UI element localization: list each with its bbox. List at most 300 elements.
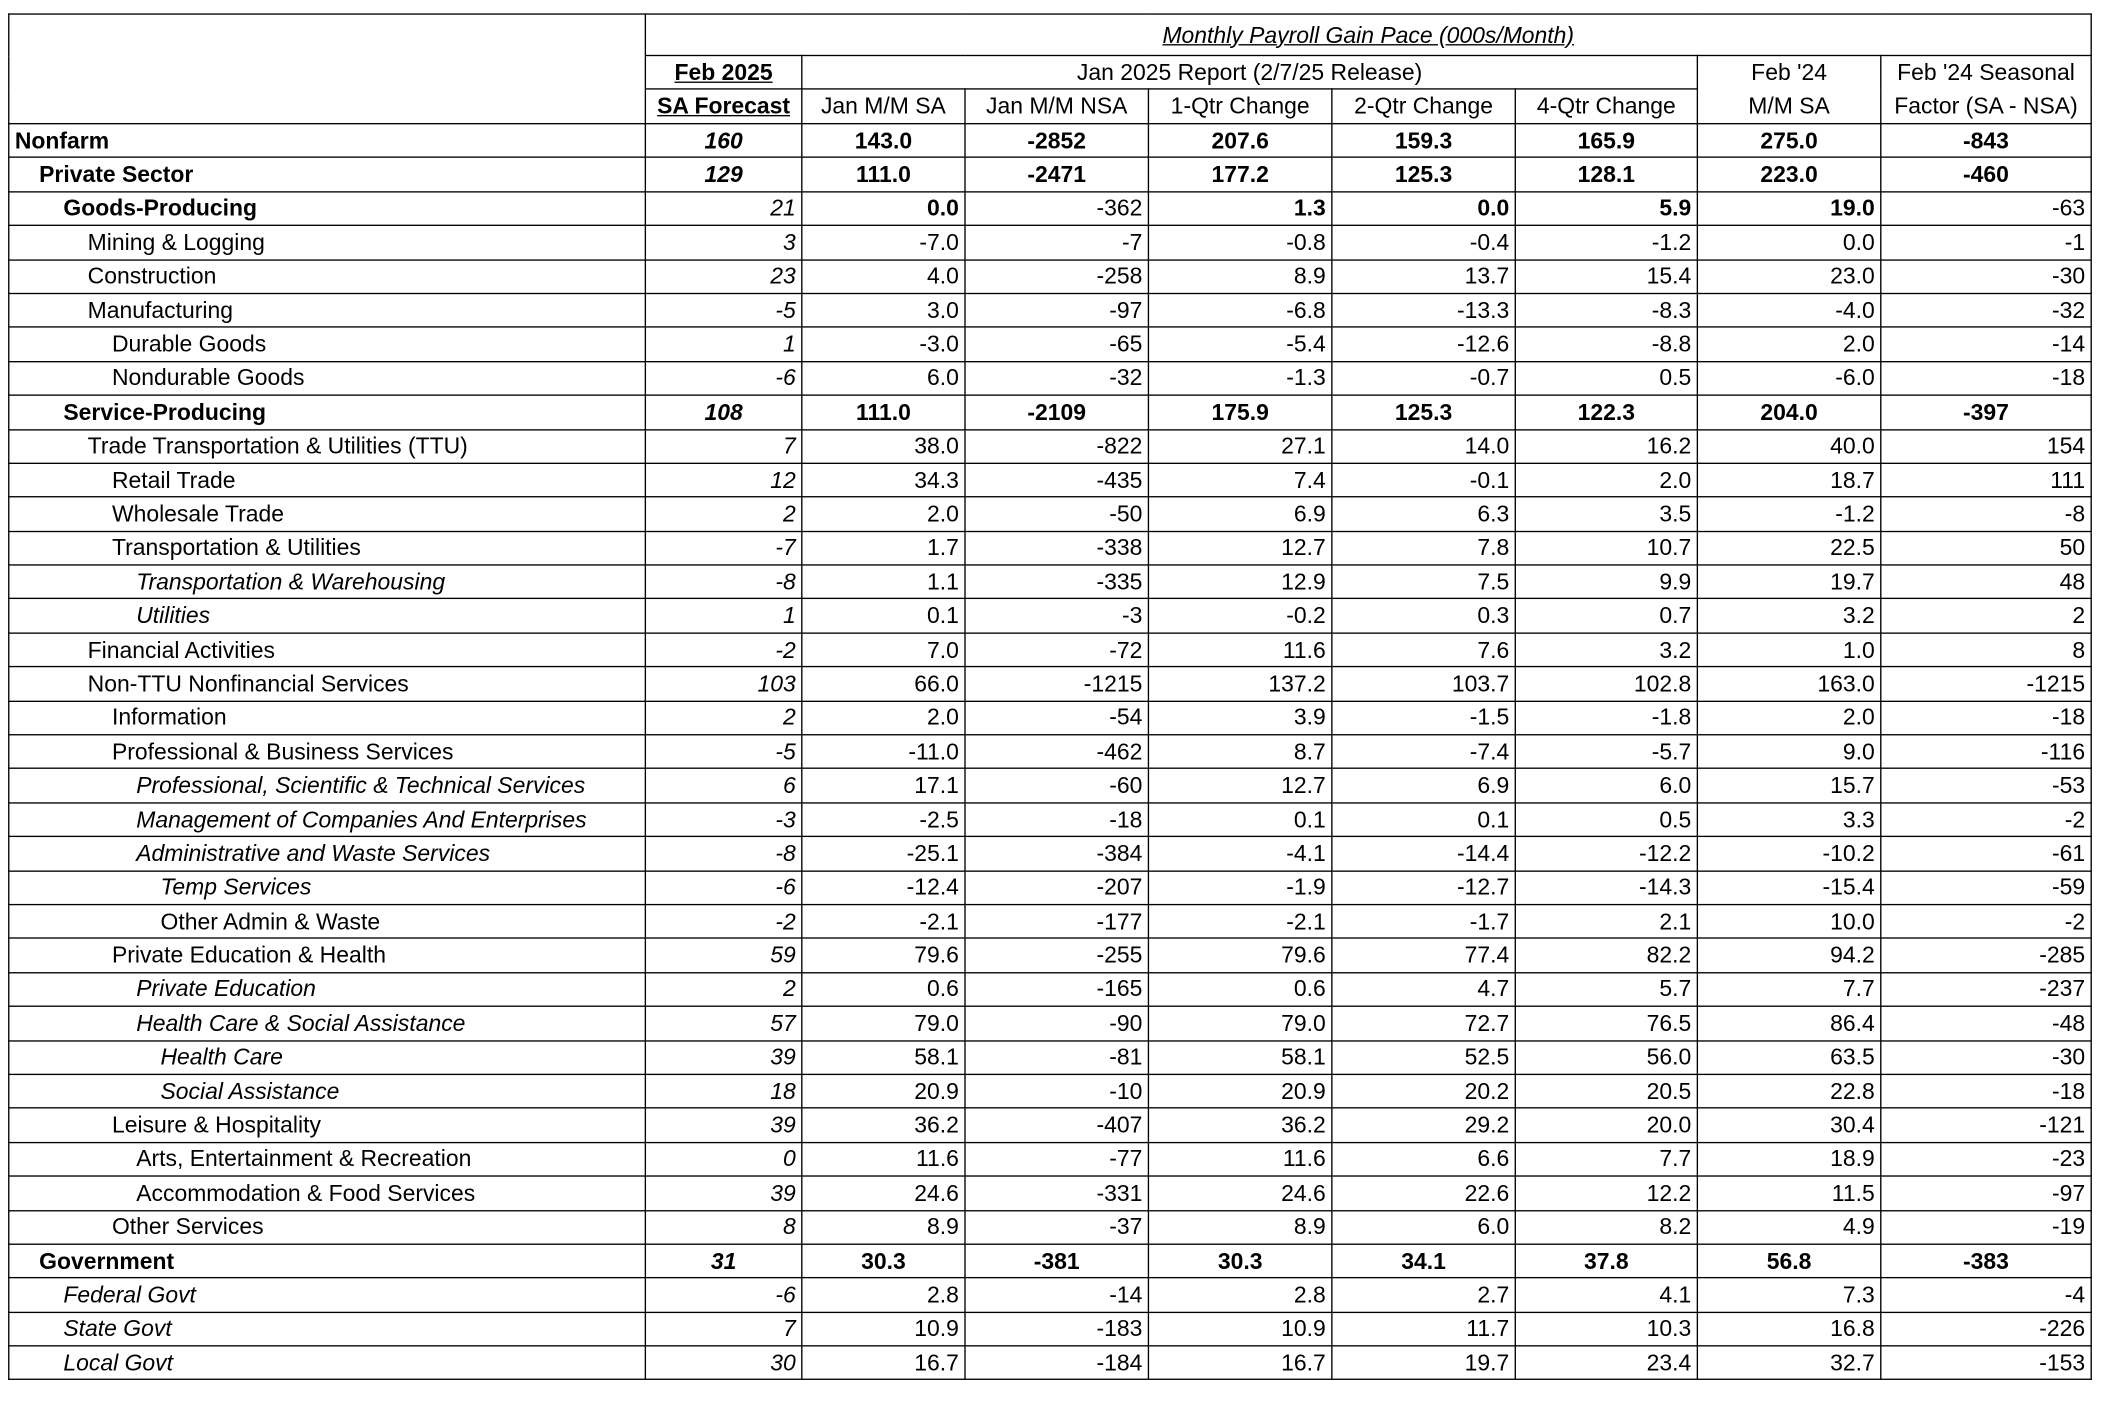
table-row [9,361,2091,395]
cell-feb-forecast: -5 [645,735,801,769]
cell-feb24-mm-sa: 23.0 [1697,259,1880,293]
feb24-header-line1: Feb '24 [1697,55,1880,88]
row-label: Trade Transportation & Utilities (TTU) [9,429,646,463]
row-label: Information [9,701,646,735]
cell-jan-mm-sa: 0.0 [802,192,965,226]
row-label: Wholesale Trade [9,497,646,531]
cell-1qtr-change: 20.9 [1148,1074,1331,1108]
cell-1qtr-change: 79.6 [1148,939,1331,973]
cell-feb24-mm-sa: -1.2 [1697,497,1880,531]
cell-2qtr-change: 7.8 [1332,531,1515,565]
cell-feb24-mm-sa: 22.8 [1697,1074,1880,1108]
cell-2qtr-change: 6.0 [1332,1210,1515,1244]
table-row [9,226,2091,260]
cell-feb24-seasonal: 154 [1881,429,2091,463]
cell-jan-mm-sa: 2.0 [802,497,965,531]
cell-feb24-mm-sa: 0.0 [1697,226,1880,260]
seasonal-header-line2: Factor (SA - NSA) [1881,89,2091,124]
row-label: Administrative and Waste Services [9,837,646,871]
table-row [9,192,2091,226]
cell-feb24-mm-sa: -10.2 [1697,837,1880,871]
cell-4qtr-change: 6.0 [1515,769,1697,803]
forecast-header-text: SA Forecast [657,93,791,120]
table-row [9,1108,2091,1142]
cell-feb-forecast: 57 [645,1006,801,1040]
table-row [9,565,2091,599]
cell-4qtr-change: 3.5 [1515,497,1697,531]
cell-4qtr-change: 128.1 [1515,158,1697,192]
cell-1qtr-change: -6.8 [1148,293,1331,327]
cell-jan-mm-nsa: -435 [965,463,1148,497]
cell-2qtr-change: 22.6 [1332,1176,1515,1210]
col-header-1qtr: 1-Qtr Change [1148,89,1331,124]
cell-jan-mm-nsa: -14 [965,1278,1148,1312]
row-label: Private Education & Health [9,939,646,973]
cell-feb24-seasonal: -59 [1881,871,2091,905]
forecast-header-line2 [645,89,801,124]
cell-feb24-seasonal: -285 [1881,939,2091,973]
cell-4qtr-change: 3.2 [1515,633,1697,667]
cell-1qtr-change: 8.7 [1148,735,1331,769]
forecast-header-line1 [645,55,801,88]
row-label: Transportation & Warehousing [9,565,646,599]
cell-jan-mm-nsa: -81 [965,1040,1148,1074]
cell-4qtr-change: 4.1 [1515,1278,1697,1312]
cell-2qtr-change: -14.4 [1332,837,1515,871]
cell-feb24-seasonal: -30 [1881,259,2091,293]
table-row [9,259,2091,293]
cell-2qtr-change: 4.7 [1332,972,1515,1006]
cell-feb24-seasonal: -14 [1881,327,2091,361]
cell-jan-mm-nsa: -18 [965,803,1148,837]
cell-4qtr-change: 10.3 [1515,1312,1697,1346]
row-label: Financial Activities [9,633,646,667]
cell-feb24-mm-sa: 94.2 [1697,939,1880,973]
table-row [9,531,2091,565]
cell-2qtr-change: -0.1 [1332,463,1515,497]
cell-feb24-mm-sa: 18.9 [1697,1142,1880,1176]
row-label: Other Admin & Waste [9,905,646,939]
cell-jan-mm-sa: -7.0 [802,226,965,260]
table-row [9,1006,2091,1040]
cell-feb24-seasonal: -18 [1881,701,2091,735]
seasonal-header-line1: Feb '24 Seasonal [1881,55,2091,88]
cell-1qtr-change: 58.1 [1148,1040,1331,1074]
cell-2qtr-change: 72.7 [1332,1006,1515,1040]
cell-feb24-seasonal: -2 [1881,905,2091,939]
super-title-text: Monthly Payroll Gain Pace (000s/Month) [1162,22,1575,48]
cell-feb-forecast: 129 [645,158,801,192]
cell-feb24-mm-sa: 7.7 [1697,972,1880,1006]
table-row [9,1074,2091,1108]
table-row [9,1040,2091,1074]
cell-feb-forecast: -2 [645,905,801,939]
cell-jan-mm-sa: 10.9 [802,1312,965,1346]
cell-2qtr-change: 125.3 [1332,395,1515,429]
cell-1qtr-change: 30.3 [1148,1244,1331,1278]
row-label: Leisure & Hospitality [9,1108,646,1142]
cell-feb24-seasonal: -18 [1881,1074,2091,1108]
cell-feb-forecast: 2 [645,497,801,531]
table-row [9,158,2091,192]
table-row [9,1142,2091,1176]
cell-4qtr-change: 82.2 [1515,939,1697,973]
cell-feb-forecast: 1 [645,599,801,633]
cell-4qtr-change: 0.5 [1515,803,1697,837]
cell-feb24-seasonal: -2 [1881,803,2091,837]
cell-feb24-seasonal: -121 [1881,1108,2091,1142]
table-row [9,837,2091,871]
cell-jan-mm-nsa: -362 [965,192,1148,226]
row-label: Social Assistance [9,1074,646,1108]
cell-feb-forecast: -8 [645,565,801,599]
cell-feb-forecast: 0 [645,1142,801,1176]
cell-jan-mm-sa: 2.0 [802,701,965,735]
cell-1qtr-change: 7.4 [1148,463,1331,497]
cell-feb-forecast: 7 [645,429,801,463]
cell-1qtr-change: 6.9 [1148,497,1331,531]
cell-4qtr-change: -12.2 [1515,837,1697,871]
cell-jan-mm-sa: 0.1 [802,599,965,633]
cell-4qtr-change: -8.3 [1515,293,1697,327]
row-label: Management of Companies And Enterprises [9,803,646,837]
cell-1qtr-change: 137.2 [1148,667,1331,701]
cell-jan-mm-nsa: -37 [965,1210,1148,1244]
cell-1qtr-change: 0.1 [1148,803,1331,837]
cell-jan-mm-sa: 3.0 [802,293,965,327]
cell-feb-forecast: 2 [645,701,801,735]
table-row [9,463,2091,497]
cell-1qtr-change: 24.6 [1148,1176,1331,1210]
cell-4qtr-change: 165.9 [1515,124,1697,158]
row-label: Other Services [9,1210,646,1244]
cell-jan-mm-sa: 2.8 [802,1278,965,1312]
table-row [9,497,2091,531]
cell-1qtr-change: 79.0 [1148,1006,1331,1040]
cell-jan-mm-sa: 30.3 [802,1244,965,1278]
cell-4qtr-change: 2.1 [1515,905,1697,939]
super-title [645,14,2091,55]
row-label: Durable Goods [9,327,646,361]
cell-jan-mm-sa: 6.0 [802,361,965,395]
table-row [9,803,2091,837]
cell-1qtr-change: 36.2 [1148,1108,1331,1142]
cell-2qtr-change: -1.7 [1332,905,1515,939]
col-header-2qtr: 2-Qtr Change [1332,89,1515,124]
cell-2qtr-change: 19.7 [1332,1346,1515,1380]
cell-jan-mm-nsa: -462 [965,735,1148,769]
cell-feb24-mm-sa: 18.7 [1697,463,1880,497]
cell-feb24-mm-sa: 7.3 [1697,1278,1880,1312]
cell-feb-forecast: 23 [645,259,801,293]
cell-feb-forecast: 3 [645,226,801,260]
cell-jan-mm-nsa: -2109 [965,395,1148,429]
cell-4qtr-change: 15.4 [1515,259,1697,293]
cell-2qtr-change: 52.5 [1332,1040,1515,1074]
cell-feb24-mm-sa: 16.8 [1697,1312,1880,1346]
cell-jan-mm-nsa: -77 [965,1142,1148,1176]
cell-feb24-mm-sa: 11.5 [1697,1176,1880,1210]
cell-2qtr-change: 7.5 [1332,565,1515,599]
table-body [9,124,2091,1380]
cell-jan-mm-nsa: -338 [965,531,1148,565]
cell-jan-mm-nsa: -97 [965,293,1148,327]
cell-1qtr-change: 1.3 [1148,192,1331,226]
cell-4qtr-change: 8.2 [1515,1210,1697,1244]
cell-jan-mm-nsa: -177 [965,905,1148,939]
row-label: Private Education [9,972,646,1006]
cell-feb24-seasonal: -1215 [1881,667,2091,701]
cell-feb-forecast: 12 [645,463,801,497]
cell-feb-forecast: 31 [645,1244,801,1278]
cell-1qtr-change: 177.2 [1148,158,1331,192]
cell-feb24-mm-sa: 163.0 [1697,667,1880,701]
cell-feb-forecast: 39 [645,1176,801,1210]
cell-feb24-mm-sa: 22.5 [1697,531,1880,565]
cell-feb24-seasonal: -1 [1881,226,2091,260]
cell-jan-mm-nsa: -2471 [965,158,1148,192]
cell-jan-mm-nsa: -90 [965,1006,1148,1040]
cell-feb24-mm-sa: 2.0 [1697,327,1880,361]
cell-2qtr-change: 2.7 [1332,1278,1515,1312]
row-label: Accommodation & Food Services [9,1176,646,1210]
cell-1qtr-change: -1.3 [1148,361,1331,395]
cell-jan-mm-sa: -12.4 [802,871,965,905]
cell-feb-forecast: 108 [645,395,801,429]
cell-jan-mm-nsa: -822 [965,429,1148,463]
cell-jan-mm-nsa: -3 [965,599,1148,633]
row-label: Construction [9,259,646,293]
cell-4qtr-change: 12.2 [1515,1176,1697,1210]
cell-2qtr-change: 77.4 [1332,939,1515,973]
cell-feb24-mm-sa: 40.0 [1697,429,1880,463]
cell-feb24-mm-sa: 204.0 [1697,395,1880,429]
cell-feb24-mm-sa: 15.7 [1697,769,1880,803]
cell-jan-mm-nsa: -381 [965,1244,1148,1278]
cell-feb-forecast: 8 [645,1210,801,1244]
cell-2qtr-change: 6.6 [1332,1142,1515,1176]
cell-feb24-seasonal: -397 [1881,395,2091,429]
cell-jan-mm-nsa: -183 [965,1312,1148,1346]
cell-4qtr-change: 7.7 [1515,1142,1697,1176]
cell-jan-mm-nsa: -384 [965,837,1148,871]
cell-jan-mm-sa: 34.3 [802,463,965,497]
cell-4qtr-change: -5.7 [1515,735,1697,769]
cell-feb24-mm-sa: -4.0 [1697,293,1880,327]
table-row [9,769,2091,803]
row-label: Transportation & Utilities [9,531,646,565]
cell-feb-forecast: 1 [645,327,801,361]
feb24-header-line2: M/M SA [1697,89,1880,124]
cell-2qtr-change: 13.7 [1332,259,1515,293]
cell-feb24-seasonal: 111 [1881,463,2091,497]
cell-feb24-mm-sa: 4.9 [1697,1210,1880,1244]
cell-1qtr-change: 8.9 [1148,1210,1331,1244]
header-corner [9,14,646,55]
cell-2qtr-change: -1.5 [1332,701,1515,735]
cell-feb24-mm-sa: 56.8 [1697,1244,1880,1278]
cell-feb24-seasonal: -237 [1881,972,2091,1006]
header-corner [9,89,646,124]
cell-feb24-mm-sa: 30.4 [1697,1108,1880,1142]
cell-2qtr-change: 125.3 [1332,158,1515,192]
cell-2qtr-change: 0.0 [1332,192,1515,226]
cell-4qtr-change: 2.0 [1515,463,1697,497]
cell-1qtr-change: -2.1 [1148,905,1331,939]
row-label: Professional, Scientific & Technical Services [9,769,646,803]
cell-feb24-mm-sa: -15.4 [1697,871,1880,905]
cell-feb24-seasonal: -843 [1881,124,2091,158]
table-row [9,939,2091,973]
cell-jan-mm-sa: 79.6 [802,939,965,973]
cell-4qtr-change: 122.3 [1515,395,1697,429]
cell-2qtr-change: 11.7 [1332,1312,1515,1346]
cell-jan-mm-nsa: -407 [965,1108,1148,1142]
row-label: Manufacturing [9,293,646,327]
cell-feb24-seasonal: -18 [1881,361,2091,395]
cell-feb24-seasonal: -61 [1881,837,2091,871]
cell-feb24-mm-sa: 2.0 [1697,701,1880,735]
cell-feb24-seasonal: -48 [1881,1006,2091,1040]
row-label: Government [9,1244,646,1278]
cell-4qtr-change: 10.7 [1515,531,1697,565]
cell-4qtr-change: 102.8 [1515,667,1697,701]
cell-feb-forecast: 18 [645,1074,801,1108]
cell-jan-mm-nsa: -65 [965,327,1148,361]
cell-feb24-mm-sa: 86.4 [1697,1006,1880,1040]
cell-1qtr-change: 11.6 [1148,633,1331,667]
cell-feb24-seasonal: 50 [1881,531,2091,565]
table-row [9,1210,2091,1244]
cell-2qtr-change: -7.4 [1332,735,1515,769]
cell-2qtr-change: 159.3 [1332,124,1515,158]
table-row [9,1346,2091,1380]
cell-jan-mm-sa: -3.0 [802,327,965,361]
cell-feb24-mm-sa: 3.2 [1697,599,1880,633]
table-row [9,124,2091,158]
cell-feb24-seasonal: 48 [1881,565,2091,599]
cell-feb24-seasonal: -383 [1881,1244,2091,1278]
cell-jan-mm-sa: 143.0 [802,124,965,158]
cell-feb-forecast: 39 [645,1108,801,1142]
cell-jan-mm-nsa: -2852 [965,124,1148,158]
cell-feb-forecast: -6 [645,871,801,905]
cell-4qtr-change: 56.0 [1515,1040,1697,1074]
cell-1qtr-change: 12.9 [1148,565,1331,599]
col-header-4qtr: 4-Qtr Change [1515,89,1697,124]
cell-feb-forecast: -7 [645,531,801,565]
cell-2qtr-change: 0.1 [1332,803,1515,837]
cell-jan-mm-nsa: -50 [965,497,1148,531]
cell-jan-mm-sa: 7.0 [802,633,965,667]
cell-4qtr-change: 20.0 [1515,1108,1697,1142]
cell-4qtr-change: 9.9 [1515,565,1697,599]
table-row [9,905,2091,939]
cell-feb-forecast: 30 [645,1346,801,1380]
cell-feb24-seasonal: -8 [1881,497,2091,531]
group-title: Jan 2025 Report (2/7/25 Release) [802,55,1698,88]
cell-feb24-mm-sa: 3.3 [1697,803,1880,837]
cell-2qtr-change: -13.3 [1332,293,1515,327]
cell-feb24-seasonal: -97 [1881,1176,2091,1210]
cell-1qtr-change: -4.1 [1148,837,1331,871]
cell-2qtr-change: 29.2 [1332,1108,1515,1142]
cell-jan-mm-nsa: -7 [965,226,1148,260]
cell-jan-mm-sa: 36.2 [802,1108,965,1142]
cell-jan-mm-nsa: -32 [965,361,1148,395]
cell-1qtr-change: 2.8 [1148,1278,1331,1312]
cell-4qtr-change: -1.2 [1515,226,1697,260]
table-row [9,667,2091,701]
cell-feb-forecast: 2 [645,972,801,1006]
cell-4qtr-change: 23.4 [1515,1346,1697,1380]
cell-feb24-seasonal: 8 [1881,633,2091,667]
row-label: Nonfarm [9,124,646,158]
cell-4qtr-change: 76.5 [1515,1006,1697,1040]
cell-4qtr-change: -14.3 [1515,871,1697,905]
cell-feb-forecast: 39 [645,1040,801,1074]
cell-1qtr-change: 11.6 [1148,1142,1331,1176]
table-row [9,429,2091,463]
cell-feb24-seasonal: -53 [1881,769,2091,803]
cell-1qtr-change: 12.7 [1148,531,1331,565]
cell-feb24-seasonal: -153 [1881,1346,2091,1380]
cell-jan-mm-sa: 8.9 [802,1210,965,1244]
cell-jan-mm-sa: 4.0 [802,259,965,293]
cell-feb24-seasonal: -63 [1881,192,2091,226]
cell-feb-forecast: -6 [645,361,801,395]
cell-feb-forecast: 6 [645,769,801,803]
cell-4qtr-change: 16.2 [1515,429,1697,463]
cell-jan-mm-sa: -11.0 [802,735,965,769]
row-label: Federal Govt [9,1278,646,1312]
cell-feb24-mm-sa: 10.0 [1697,905,1880,939]
cell-feb24-mm-sa: 63.5 [1697,1040,1880,1074]
table-row [9,701,2091,735]
cell-feb24-seasonal: -30 [1881,1040,2091,1074]
cell-1qtr-change: 3.9 [1148,701,1331,735]
cell-jan-mm-sa: 111.0 [802,395,965,429]
cell-1qtr-change: -1.9 [1148,871,1331,905]
cell-jan-mm-nsa: -54 [965,701,1148,735]
cell-jan-mm-nsa: -10 [965,1074,1148,1108]
cell-4qtr-change: 0.7 [1515,599,1697,633]
table-row [9,972,2091,1006]
cell-feb24-seasonal: -23 [1881,1142,2091,1176]
cell-jan-mm-nsa: -1215 [965,667,1148,701]
cell-feb24-mm-sa: 32.7 [1697,1346,1880,1380]
row-label: State Govt [9,1312,646,1346]
cell-jan-mm-sa: 0.6 [802,972,965,1006]
cell-2qtr-change: 7.6 [1332,633,1515,667]
table-row [9,1244,2091,1278]
row-label: Nondurable Goods [9,361,646,395]
cell-2qtr-change: -12.7 [1332,871,1515,905]
cell-feb-forecast: -2 [645,633,801,667]
cell-jan-mm-nsa: -258 [965,259,1148,293]
cell-2qtr-change: 6.9 [1332,769,1515,803]
row-label: Temp Services [9,871,646,905]
cell-jan-mm-sa: -25.1 [802,837,965,871]
cell-jan-mm-nsa: -335 [965,565,1148,599]
row-label: Goods-Producing [9,192,646,226]
cell-feb-forecast: 103 [645,667,801,701]
cell-4qtr-change: 20.5 [1515,1074,1697,1108]
cell-jan-mm-nsa: -72 [965,633,1148,667]
table-row [9,633,2091,667]
cell-jan-mm-sa: 17.1 [802,769,965,803]
row-label: Health Care & Social Assistance [9,1006,646,1040]
